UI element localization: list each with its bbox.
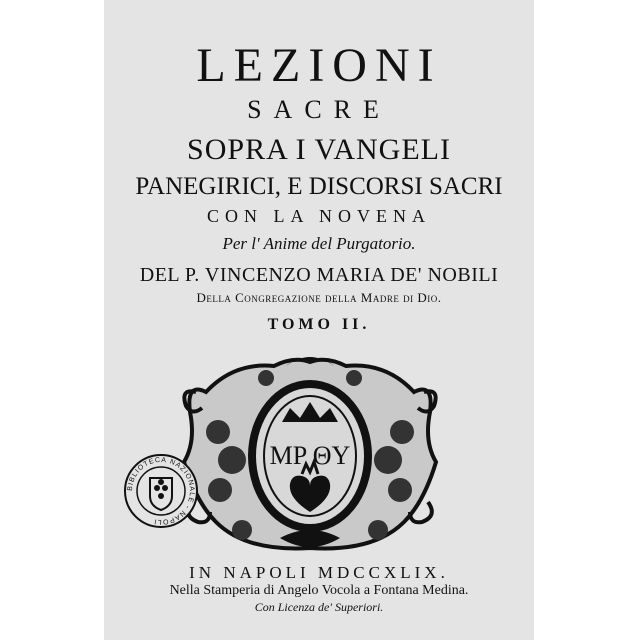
book-subtitle: SACRE bbox=[247, 95, 391, 124]
author-line: DEL P. VINCENZO MARIA DE' NOBILI bbox=[139, 264, 499, 286]
title-line-5: CON LA NOVENA bbox=[207, 206, 431, 226]
marian-cartouche-ornament-icon bbox=[176, 352, 444, 556]
imprint-printer: Nella Stamperia di Angelo Vocola a Fontana Medina. bbox=[169, 583, 469, 598]
library-stamp-icon bbox=[122, 452, 200, 530]
title-line-4: PANEGIRICI, E DISCORSI SACRI bbox=[135, 173, 503, 200]
monogram-text: MP ΘY bbox=[269, 441, 351, 470]
imprint-license: Con Licenza de' Superiori. bbox=[254, 600, 384, 614]
title-line-6: Per l' Anime del Purgatorio. bbox=[222, 234, 416, 253]
volume-label: TOMO II. bbox=[267, 316, 371, 333]
book-title: LEZIONI bbox=[196, 39, 442, 92]
title-line-3: SOPRA I VANGELI bbox=[187, 133, 451, 166]
imprint-place: IN NAPOLI MDCCXLIX. bbox=[189, 563, 449, 582]
congregation-line: Della Congregazione della Madre di Dio. bbox=[196, 290, 442, 305]
stamp-text: BIBLIOTECA NAZIONALE - NAPOLI bbox=[126, 456, 196, 526]
